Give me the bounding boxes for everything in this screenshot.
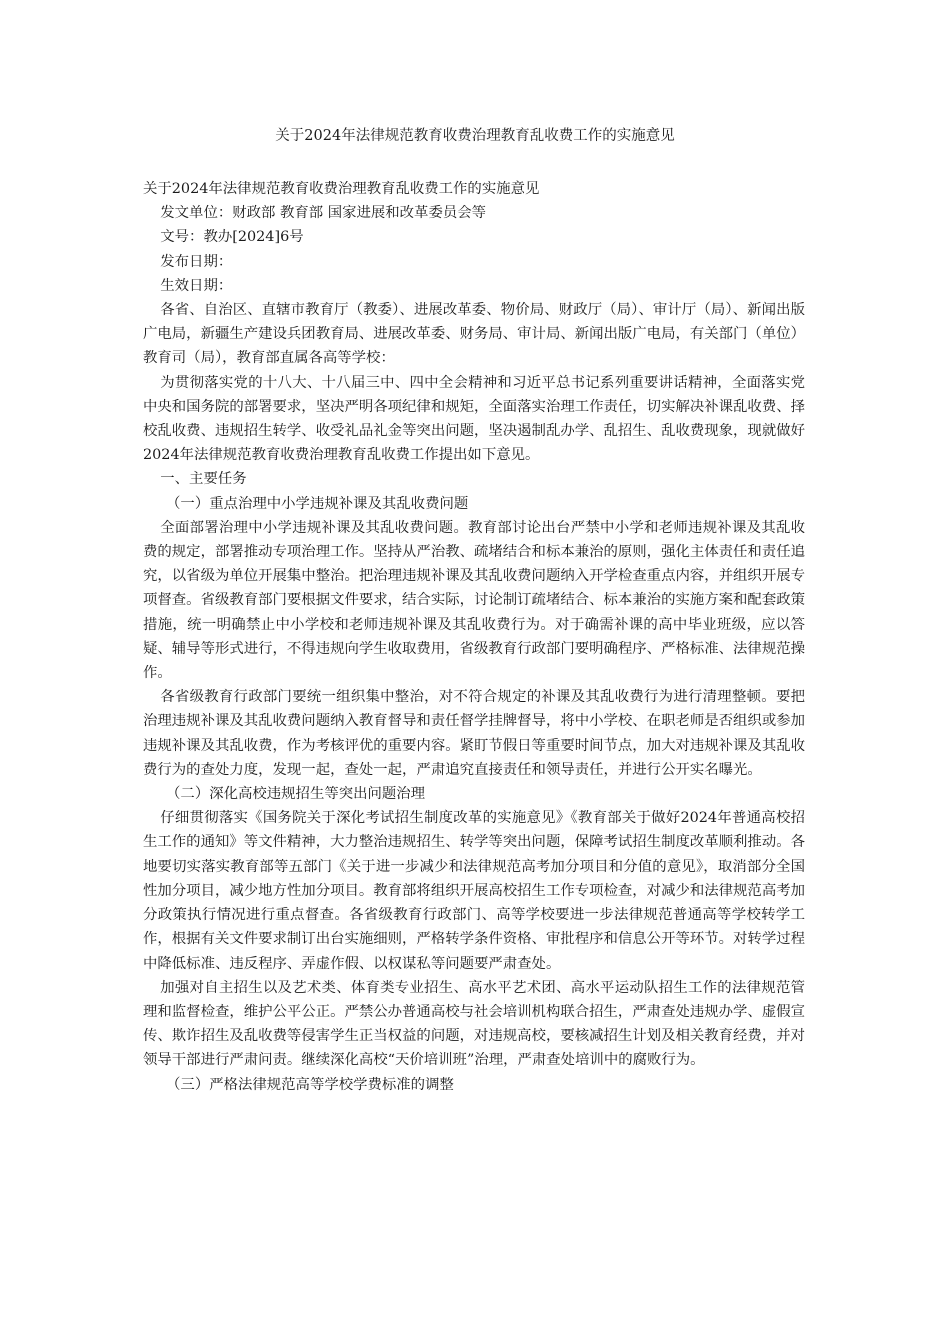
subsection-1-paragraph-2: 各省级教育行政部门要统一组织集中整治，对不符合规定的补课及其乱收费行为进行清理整顿。要把治理违规补课及其乱收费问题纳入教育督导和责任督学挂牌督导，将中小学校、在职老师是否组织或参加违规补课及其乱收费，作为考核评优的重要内容。紧盯节假日等重要时间节点，加大对违规补课及其乱收费行为的查处力度，发现一起，查处一起，严肃追究直接责任和领导责任，并进行公开实名曝光。 bbox=[143, 689, 805, 778]
page-header-title: 关于2024年法律规范教育收费治理教育乱收费工作的实施意见 bbox=[275, 128, 675, 144]
document-title: 关于2024年法律规范教育收费治理教育乱收费工作的实施意见 bbox=[143, 181, 540, 197]
subsection-heading-2: （二）深化高校违规招生等突出问题治理 bbox=[166, 786, 426, 803]
issuer-line: 发文单位：财政部 教育部 国家进展和改革委员会等 bbox=[160, 205, 487, 222]
subsection-heading-3: （三）严格法律规范高等学校学费标准的调整 bbox=[166, 1076, 454, 1093]
subsection-1-paragraph-1: 全面部署治理中小学违规补课及其乱收费问题。教育部讨论出台严禁中小学和老师违规补课及其乱收费的规定，部署推动专项治理工作。坚持从严治教、疏堵结合和标本兼治的原则，强化主体责任和责任追究，以省级为单位开展集中整治。把治理违规补课及其乱收费问题纳入开学检查重点内容，并组织开展专项督查。省级教育部门要根据文件要求，结合实际，讨论制订疏堵结合、标本兼治的实施方案和配套政策措施，统一明确禁止中小学校和老师违规补课及其乱收费行为。对于确需补课的高中毕业班级，应以答疑、辅导等形式进行，不得违规向学生收取费用，省级教育行政部门要明确程序、严格标准、法律规范操作。 bbox=[143, 519, 805, 682]
publish-date-line: 发布日期： bbox=[160, 253, 233, 270]
subsection-heading-1: （一）重点治理中小学违规补课及其乱收费问题 bbox=[166, 495, 469, 512]
effective-date-line: 生效日期： bbox=[160, 277, 233, 294]
addressees-paragraph: 各省、自治区、直辖市教育厅（教委）、进展改革委、物价局、财政厅（局）、审计厅（局）、新闻出版广电局，新疆生产建设兵团教育局、进展改革委、财务局、审计局、新闻出版广电局，有关部门（单位）教育司（局），教育部直属各高等学校： bbox=[143, 302, 805, 367]
intro-paragraph: 为贯彻落实党的十八大、十八届三中、四中全会精神和习近平总书记系列重要讲话精神，全面落实党中央和国务院的部署要求，坚决严明各项纪律和规矩，全面落实治理工作责任，切实解决补课乱收费、择校乱收费、违规招生转学、收受礼品礼金等突出问题，坚决遏制乱办学、乱招生、乱收费现象，现就做好2024年法律规范教育收费治理教育乱收费工作提出如下意见。 bbox=[143, 374, 805, 464]
section-heading-main-tasks: 一、主要任务 bbox=[160, 471, 247, 488]
doc-number-line: 文号：教办[2024]6号 bbox=[160, 229, 304, 246]
document-body bbox=[143, 177, 805, 1097]
subsection-2-paragraph-1: 仔细贯彻落实《国务院关于深化考试招生制度改革的实施意见》《教育部关于做好2024年普通高校招生工作的通知》等文件精神，大力整治违规招生、转学等突出问题，保障考试招生制度改革顺利推动。各地要切实落实教育部等五部门《关于进一步减少和法律规范高考加分项目和分值的意见》，取消部分全国性加分项目，减少地方性加分项目。教育部将组织开展高校招生工作专项检查，对减少和法律规范高考加分政策执行情况进行重点督查。各省级教育行政部门、高等学校要进一步法律规范普通高等学校转学工作，根据有关文件要求制订出台实施细则，严格转学条件资格、审批程序和信息公开等环节。对转学过程中降低标准、违反程序、弄虚作假、以权谋私等问题要严肃查处。 bbox=[143, 810, 805, 972]
subsection-2-paragraph-2: 加强对自主招生以及艺术类、体育类专业招生、高水平艺术团、高水平运动队招生工作的法律规范管理和监督检查，维护公平公正。严禁公办普通高校与社会培训机构联合招生，严肃查处违规办学、虚假宣传、欺诈招生及乱收费等侵害学生正当权益的问题，对违规高校，要核减招生计划及相关教育经费，并对领导干部进行严肃问责。继续深化高校“天价培训班”治理，严肃查处培训中的腐败行为。 bbox=[143, 979, 805, 1069]
